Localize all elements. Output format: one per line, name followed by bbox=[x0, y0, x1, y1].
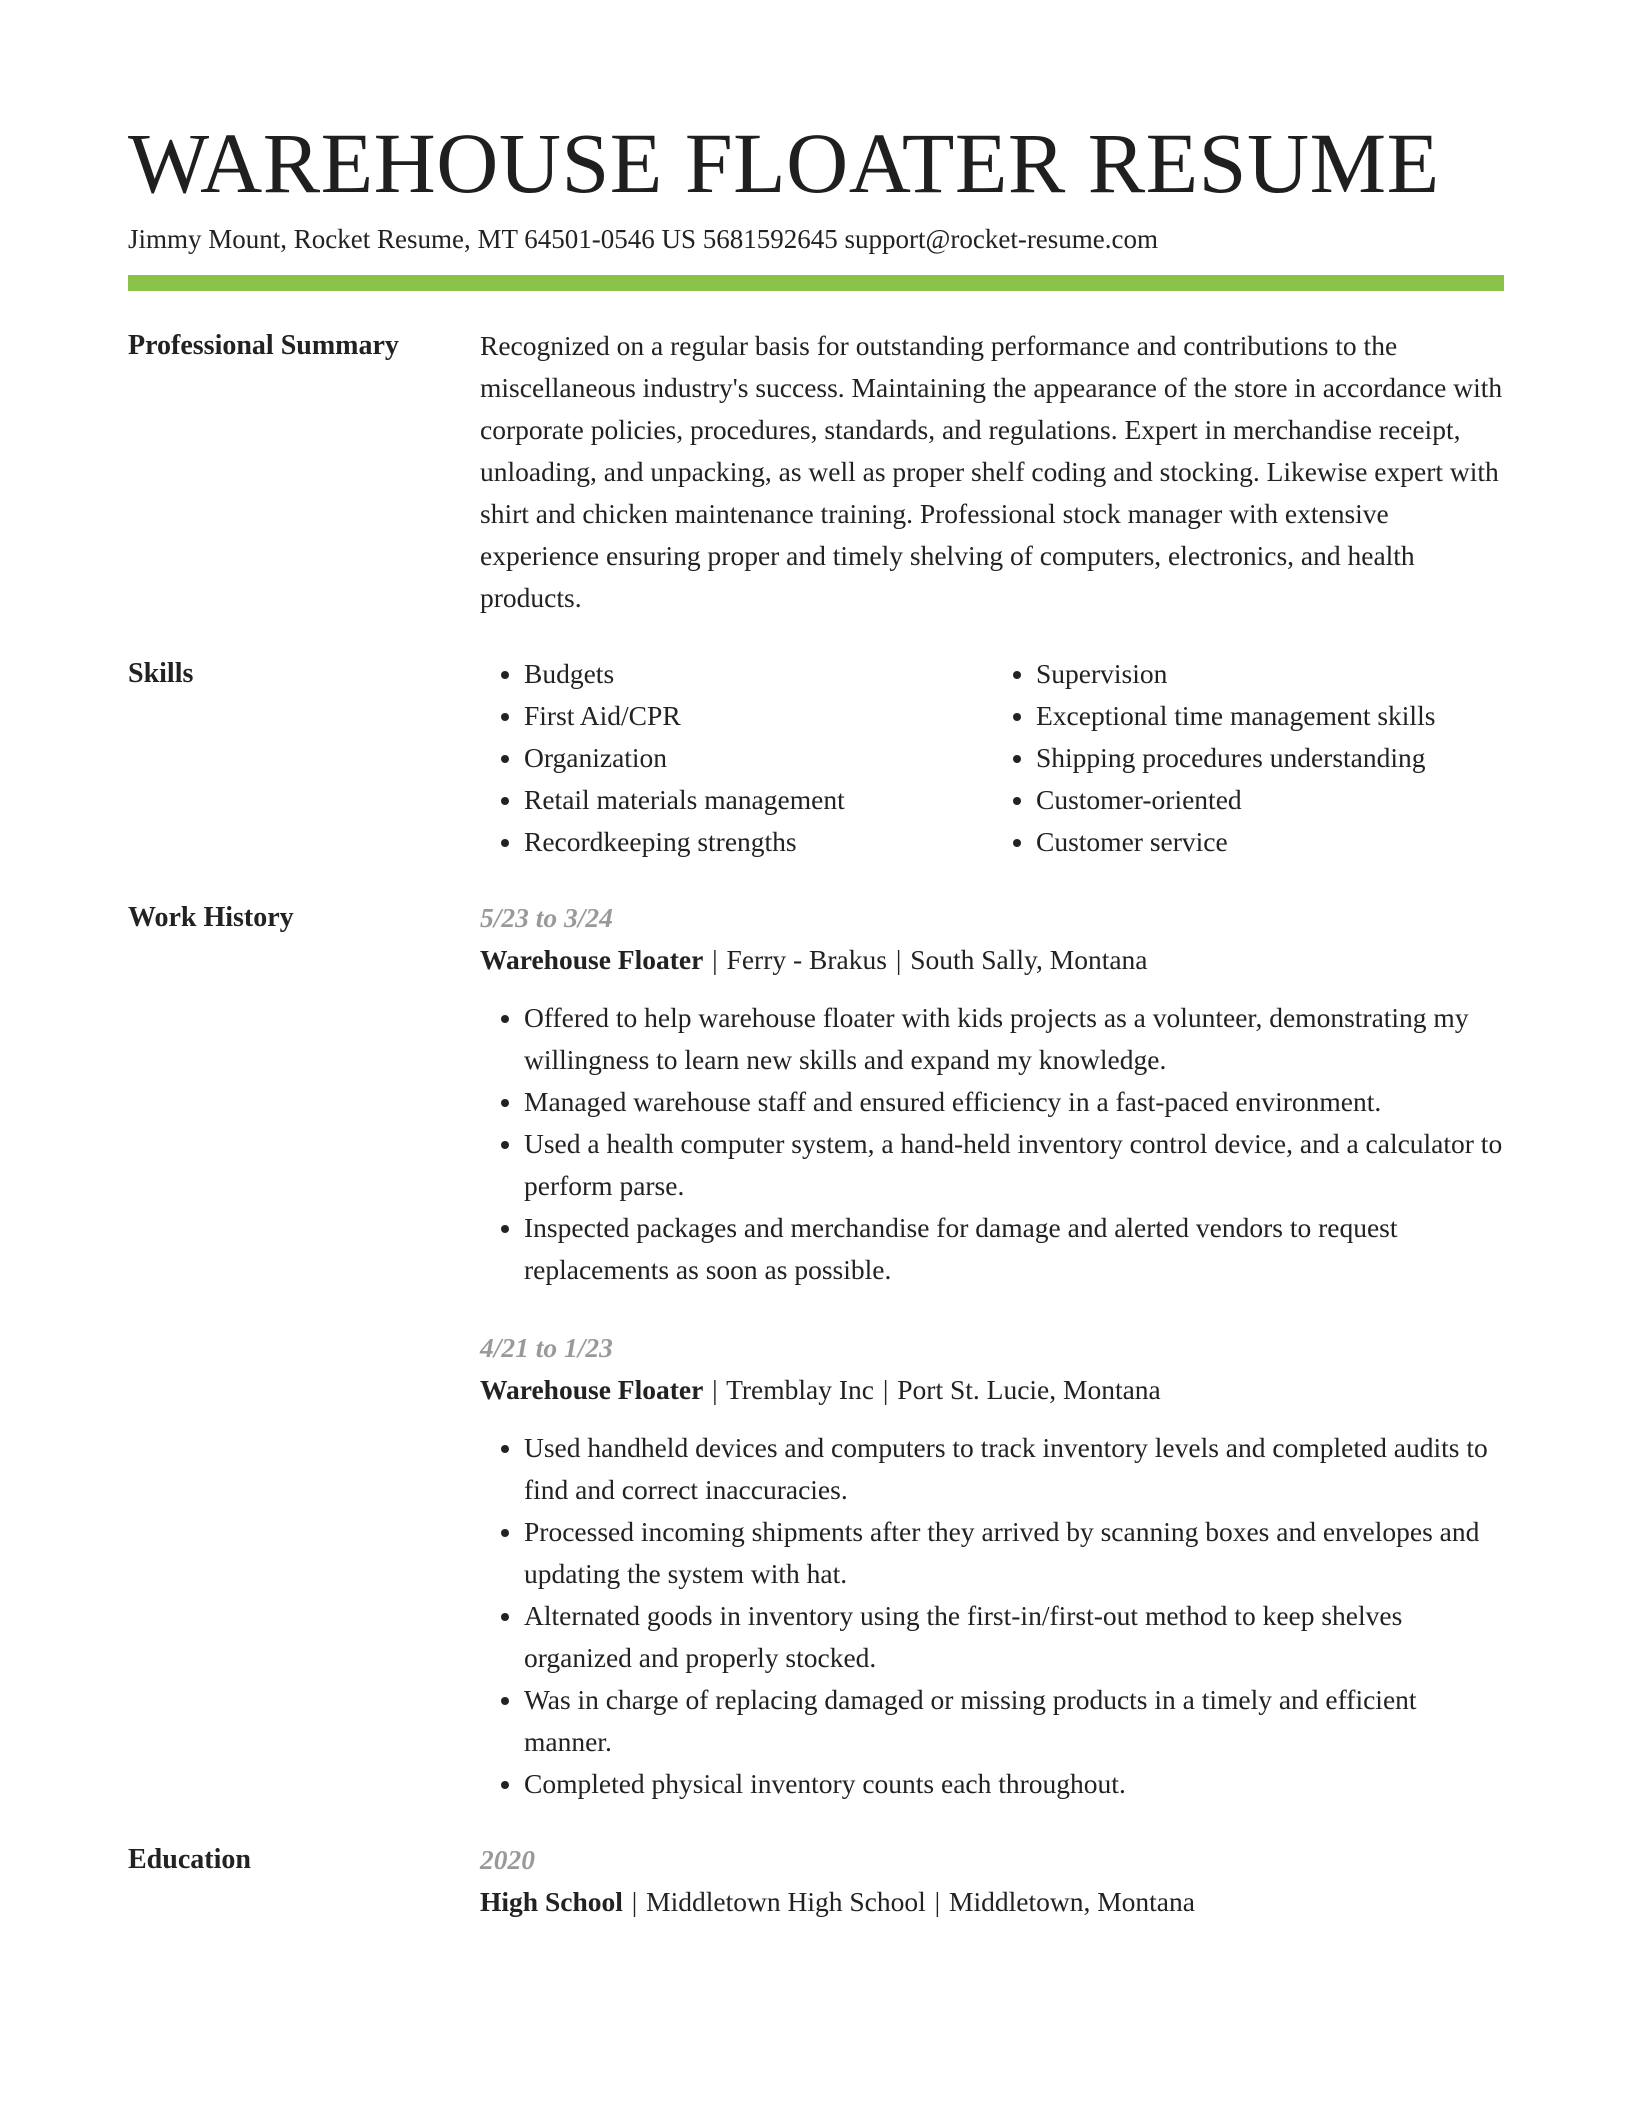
skills-list-right bbox=[992, 653, 1504, 863]
skill-item: • Retail materials management bbox=[524, 779, 992, 821]
skill-item: • Exceptional time management skills bbox=[1036, 695, 1504, 737]
summary-label: Professional Summary bbox=[128, 330, 399, 362]
job-role: Warehouse Floater bbox=[480, 944, 704, 976]
work-history-section bbox=[128, 897, 1504, 1805]
education-year: 2020 bbox=[480, 1844, 535, 1876]
separator: | bbox=[631, 1886, 638, 1918]
education-label: Education bbox=[128, 1844, 251, 1876]
separator: | bbox=[882, 1374, 889, 1406]
skill-item: • Organization bbox=[524, 737, 992, 779]
job-location: South Sally, Montana bbox=[910, 944, 1148, 976]
job-bullet: • Was in charge of replacing damaged or missing products in a timely and efficient manner. bbox=[524, 1679, 1504, 1763]
job-bullet: • Processed incoming shipments after they arrived by scanning boxes and envelopes and updating the system with hat. bbox=[524, 1511, 1504, 1595]
job-entry bbox=[480, 1327, 1504, 1805]
job-bullet: • Completed physical inventory counts each throughout. bbox=[524, 1763, 1504, 1805]
skills-list-left bbox=[480, 653, 992, 863]
job-bullet: • Used a health computer system, a hand-held inventory control device, and a calculator to perform parse. bbox=[524, 1123, 1504, 1207]
skill-item: • Recordkeeping strengths bbox=[524, 821, 992, 863]
education-degree: High School bbox=[480, 1886, 623, 1918]
job-bullets bbox=[480, 1427, 1504, 1805]
accent-divider bbox=[128, 275, 1504, 291]
work-history-label: Work History bbox=[128, 902, 294, 934]
job-location: Port St. Lucie, Montana bbox=[897, 1374, 1161, 1406]
job-bullets bbox=[480, 997, 1504, 1291]
education-section bbox=[128, 1839, 1504, 1923]
job-role: Warehouse Floater bbox=[480, 1374, 704, 1406]
job-bullet: • Offered to help warehouse floater with kids projects as a volunteer, demonstrating my willingness to learn new skills and expand my knowledge. bbox=[524, 997, 1504, 1081]
skill-item: • Budgets bbox=[524, 653, 992, 695]
skills-section bbox=[128, 653, 1504, 863]
skill-item: • Shipping procedures understanding bbox=[1036, 737, 1504, 779]
job-company: Ferry - Brakus bbox=[726, 944, 887, 976]
separator: | bbox=[934, 1886, 941, 1918]
education-location: Middletown, Montana bbox=[949, 1886, 1195, 1918]
contact-line: Jimmy Mount, Rocket Resume, MT 64501-0546 US 5681592645 support@rocket-resume.com bbox=[128, 224, 1159, 255]
job-bullet: • Alternated goods in inventory using the first-in/first-out method to keep shelves organized and properly stocked. bbox=[524, 1595, 1504, 1679]
skill-item: • Supervision bbox=[1036, 653, 1504, 695]
skill-item: • First Aid/CPR bbox=[524, 695, 992, 737]
job-bullet: • Inspected packages and merchandise for damage and alerted vendors to request replacements as soon as possible. bbox=[524, 1207, 1504, 1291]
skill-item: • Customer service bbox=[1036, 821, 1504, 863]
separator: | bbox=[712, 944, 718, 976]
resume-title: WAREHOUSE FLOATER RESUME bbox=[128, 115, 1440, 211]
separator: | bbox=[895, 944, 902, 976]
separator: | bbox=[712, 1374, 718, 1406]
job-heading bbox=[480, 1369, 1504, 1411]
job-dates: 4/21 to 1/23 bbox=[480, 1332, 613, 1364]
skills-label: Skills bbox=[128, 658, 194, 690]
skill-item: • Customer-oriented bbox=[1036, 779, 1504, 821]
education-school: Middletown High School bbox=[646, 1886, 926, 1918]
job-bullet: • Managed warehouse staff and ensured efficiency in a fast-paced environment. bbox=[524, 1081, 1504, 1123]
education-heading bbox=[480, 1881, 1504, 1923]
job-company: Tremblay Inc bbox=[726, 1374, 874, 1406]
job-dates: 5/23 to 3/24 bbox=[480, 902, 613, 934]
summary-section bbox=[128, 325, 1504, 619]
summary-text: Recognized on a regular basis for outstanding performance and contributions to the miscellaneous industry's success. Maintaining the appearance of the store in accordance with corporate policies, procedures, standards, and regulations. Expert in merchandise receipt, unloading, and unpacking, as well as proper shelf coding and stocking. Likewise expert with shirt and chicken maintenance training. Professional stock manager with extensive experience ensuring proper and timely shelving of computers, electronics, and health products. bbox=[480, 330, 1503, 614]
job-heading bbox=[480, 939, 1504, 981]
job-entry bbox=[480, 897, 1504, 1291]
job-bullet: • Used handheld devices and computers to track inventory levels and completed audits to find and correct inaccuracies. bbox=[524, 1427, 1504, 1511]
